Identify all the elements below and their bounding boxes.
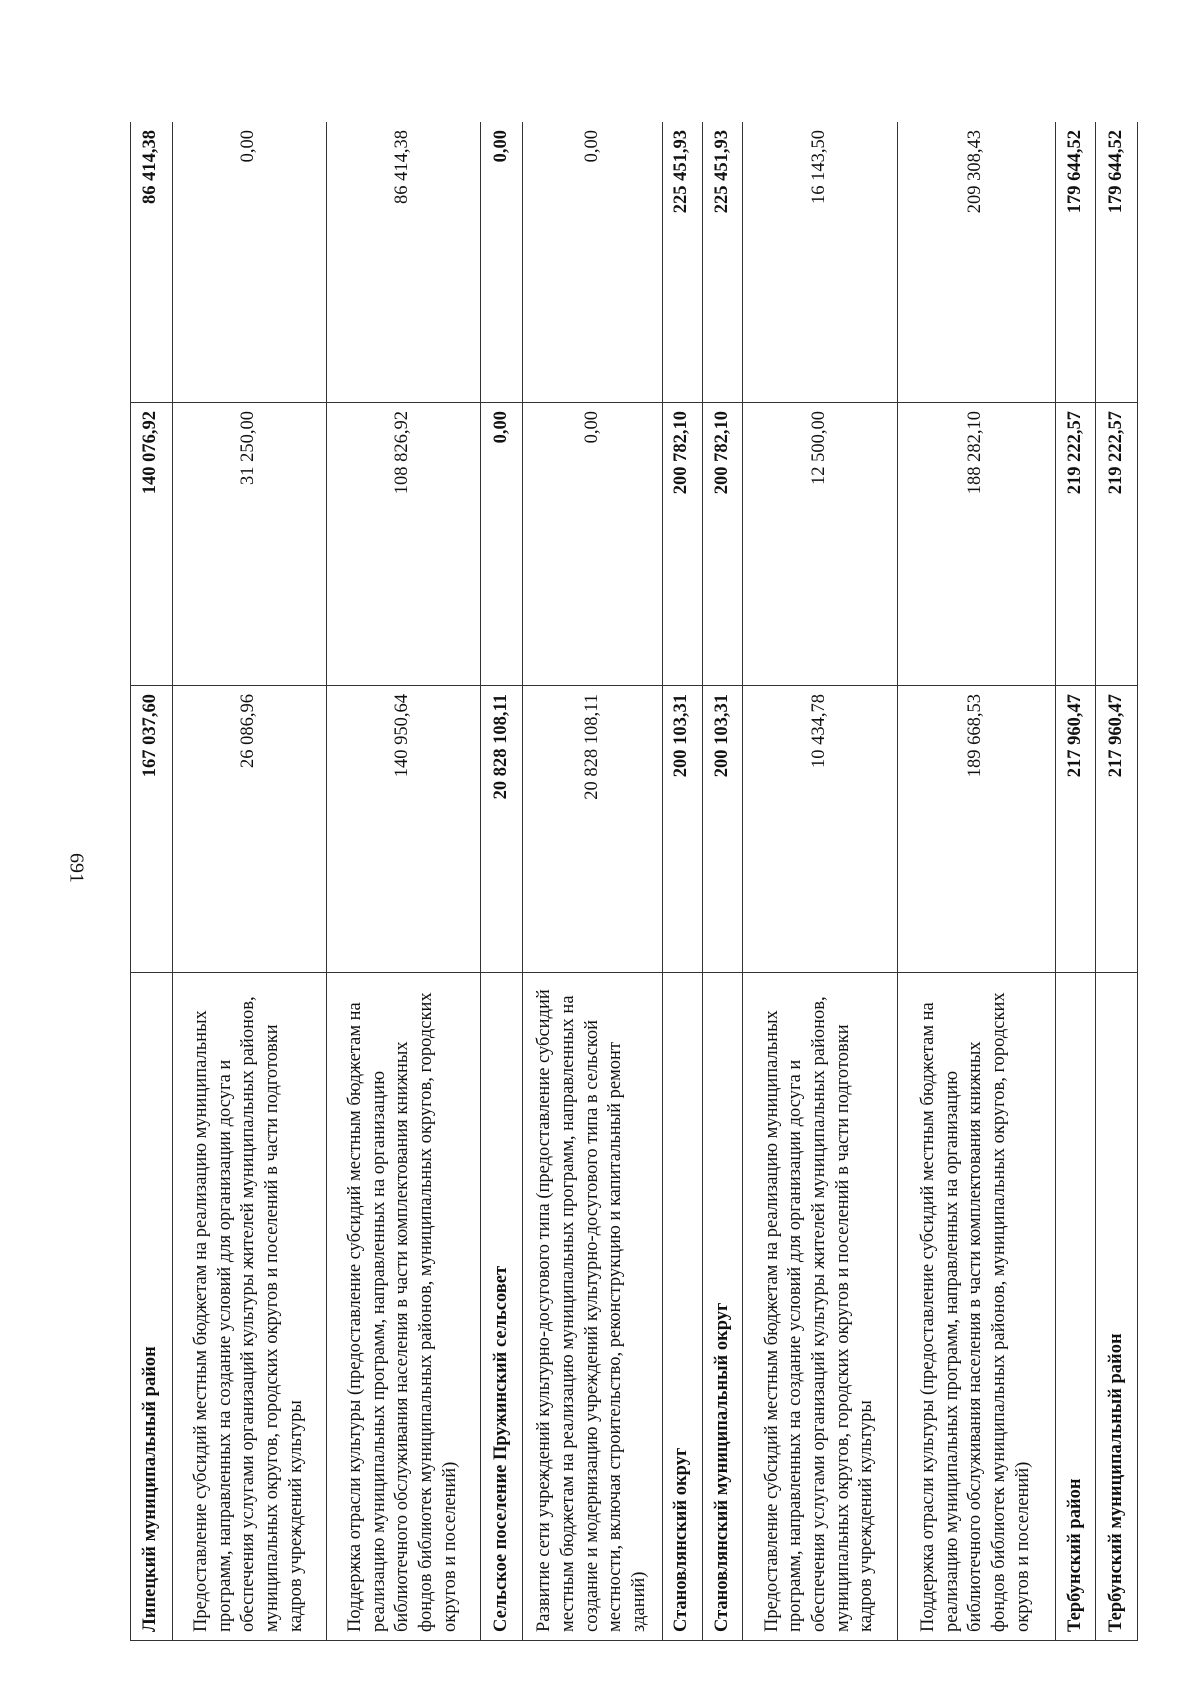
row-value-3: 225 451,93: [662, 122, 702, 403]
row-value-1: 200 103,31: [702, 686, 742, 973]
table-row-lipetsk-district: [131, 122, 173, 1641]
row-name: Предоставление субсидий местным бюджетам на реализацию муниципальных программ, направленных на создание условий для организации досуга и обеспечения услугами организаций культуры жителей муниципальных районов, муниципальных округов, городских округов и поселений в части подготовки кадров учреждений культуры: [172, 973, 326, 1641]
table-row-detail: [326, 122, 480, 1641]
row-value-1: 167 037,60: [131, 686, 173, 973]
row-name: Становлянский муниципальный округ: [702, 973, 742, 1641]
row-value-3: 86 414,38: [131, 122, 173, 403]
rotated-page-area: [130, 122, 1138, 1641]
row-value-3: 225 451,93: [702, 122, 742, 403]
row-name: Поддержка отрасли культуры (предоставление субсидий местным бюджетам на реализацию муниципальных программ, направленных на организацию библиотечного обслуживания населения в части комплектования книжных фондов библиотек муниципальных районов, муниципальных округов, городских округов и поселений): [897, 973, 1055, 1641]
table-row-detail: [897, 122, 1055, 1641]
row-value-1: 140 950,64: [326, 686, 480, 973]
page-number: 691: [65, 853, 88, 883]
row-value-3: 0,00: [172, 122, 326, 403]
row-value-2: 188 282,10: [897, 403, 1055, 686]
row-value-3: 179 644,52: [1055, 122, 1095, 403]
row-value-1: 217 960,47: [1055, 686, 1095, 973]
row-value-2: 12 500,00: [743, 403, 897, 686]
row-value-3: 209 308,43: [897, 122, 1055, 403]
row-name: Развитие сети учреждений культурно-досугового типа (предоставление субсидий местным бюджетам на реализацию муниципальных программ, направленных на создание и модернизацию учреждений культурно-досугового типа в сельской местности, включая строительство, реконструкцию и капитальный ремонт зданий): [523, 973, 662, 1641]
row-name: Поддержка отрасли культуры (предоставление субсидий местным бюджетам на реализацию муниципальных программ, направленных на организацию библиотечного обслуживания населения в части комплектования книжных фондов библиотек муниципальных районов, муниципальных округов, городских округов и поселений): [326, 973, 480, 1641]
row-name: Предоставление субсидий местным бюджетам на реализацию муниципальных программ, направленных на создание условий для организации досуга и обеспечения услугами организаций культуры жителей муниципальных районов, муниципальных округов, городских округов и поселений в части подготовки кадров учреждений культуры: [743, 973, 897, 1641]
row-value-2: 140 076,92: [131, 403, 173, 686]
row-value-3: 86 414,38: [326, 122, 480, 403]
row-value-1: 189 668,53: [897, 686, 1055, 973]
row-value-1: 20 828 108,11: [523, 686, 662, 973]
row-value-2: 31 250,00: [172, 403, 326, 686]
row-value-3: 179 644,52: [1096, 122, 1138, 403]
table-row-terbunsky-municipal-district: [1096, 122, 1138, 1641]
table-row-stanovlyansky-okrug: [662, 122, 702, 1641]
row-value-1: 217 960,47: [1096, 686, 1138, 973]
row-value-2: 200 782,10: [662, 403, 702, 686]
row-value-1: 10 434,78: [743, 686, 897, 973]
table-row-pruzhinsky-settlement: [480, 122, 523, 1641]
row-value-3: 16 143,50: [743, 122, 897, 403]
row-name: Тербунский район: [1055, 973, 1095, 1641]
row-name: Сельское поселение Пружинский сельсовет: [480, 973, 523, 1641]
table-row-detail: [523, 122, 662, 1641]
budget-table: [130, 122, 1138, 1641]
budget-table-wrapper: [130, 122, 1138, 1641]
row-value-1: 26 086,96: [172, 686, 326, 973]
row-value-1: 20 828 108,11: [480, 686, 523, 973]
row-name: Тербунский муниципальный район: [1096, 973, 1138, 1641]
row-value-1: 200 103,31: [662, 686, 702, 973]
row-value-3: 0,00: [523, 122, 662, 403]
row-value-2: 108 826,92: [326, 403, 480, 686]
row-value-2: 200 782,10: [702, 403, 742, 686]
row-value-2: 219 222,57: [1055, 403, 1095, 686]
row-value-2: 219 222,57: [1096, 403, 1138, 686]
row-value-2: 0,00: [480, 403, 523, 686]
table-row-terbunsky-district: [1055, 122, 1095, 1641]
table-row-detail: [743, 122, 897, 1641]
row-name: Липецкий муниципальный район: [131, 973, 173, 1641]
row-value-3: 0,00: [480, 122, 523, 403]
row-value-2: 0,00: [523, 403, 662, 686]
table-row-detail: [172, 122, 326, 1641]
table-row-stanovlyansky-municipal-okrug: [702, 122, 742, 1641]
row-name: Становлянский округ: [662, 973, 702, 1641]
